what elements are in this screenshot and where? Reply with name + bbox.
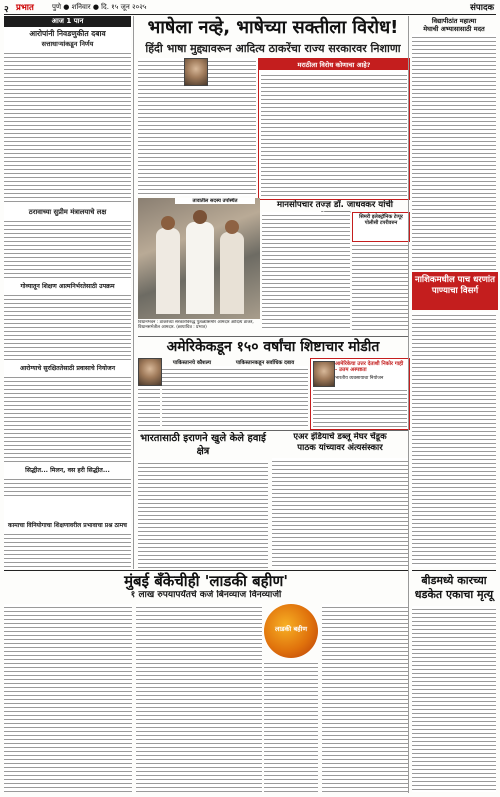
lead-photo-label: तावातील सदस्य उपस्थित	[175, 198, 255, 204]
right-top-kicker: विद्यापीठांत महात्मा	[431, 17, 477, 25]
right-body-text-2	[412, 312, 496, 567]
newspaper-brand: प्रभात	[16, 3, 34, 13]
lead-photo	[138, 198, 260, 319]
right-column-divider	[408, 16, 409, 793]
story6-body-text-2	[136, 604, 262, 792]
story6-badge-text: लाडकी बहीण	[274, 625, 308, 633]
lead-headline: भाषेला नव्हे, भाषेच्या सक्तीला विरोध!	[147, 17, 399, 38]
lead-photo-caption: विधानभवन : ठाकरेंच्या सरकारविरुद्ध पुतळ्यासमोर आमदार आदित्य ठाकरे, विधानसभेतील आमदार. (छायाचित्र : प्रभात)	[138, 320, 254, 331]
story4-body-text	[138, 460, 268, 568]
right-top-headline: मेघाची अभ्यासासाठी मदत	[423, 25, 485, 33]
right-divider	[412, 570, 496, 571]
story3-inset	[310, 358, 410, 430]
left-box-title: आज 1 पान	[4, 16, 131, 27]
story3-body-text-2	[138, 386, 160, 428]
story2-headline: मानसोपचार तज्ज्ञ डॉ. जाधवकर यांची	[276, 200, 394, 210]
story6-headline: मुंबई बँकेचीही 'लाडकी बहीण'	[124, 572, 288, 590]
left-column	[4, 16, 131, 521]
story3-body-text	[162, 366, 308, 428]
divider-story6	[4, 570, 408, 571]
story3-inset-photo	[313, 361, 335, 387]
story3-inset-sub: भारतीय व्यवसायाचा नियोजन	[335, 376, 384, 381]
left-column-lower	[4, 521, 131, 569]
story6-subheadline: १ लाख रुपयापर्यंतचे कर्ज बिनव्याज विनव्याजी	[130, 590, 282, 600]
story3-photo-1	[138, 358, 162, 386]
left-body-text-6	[4, 531, 131, 569]
story3-kicker: पाकिस्तानचे कौशल्य	[172, 360, 212, 366]
left-headline-bottom: ठरावाच्या सुप्रीम मंत्रालयाचे लक्ष	[28, 208, 107, 216]
left-subhead-3: गोव्यातून शिक्षण आत्मनिर्भरतेसाठी उपक्रम	[20, 283, 115, 290]
sidebar-box	[258, 58, 410, 200]
reporter-photo	[184, 58, 208, 86]
left-body-text-2	[4, 218, 131, 278]
story2-box	[352, 212, 410, 242]
left-subhead-2: सत्ताधाऱ्यांकडून निर्णय	[41, 40, 94, 48]
column-divider	[133, 16, 134, 569]
left-body-text-3	[4, 292, 131, 360]
story5-headline: एअर इंडियाचे डब्लू मेघर चेंडूक	[293, 432, 387, 442]
sidebar-box-text	[261, 72, 407, 196]
right-body-text-1	[412, 34, 496, 270]
divider-story4	[138, 430, 408, 431]
story6-body-text-1	[4, 604, 132, 792]
story3-headline: अमेरिकेकडून १५० वर्षांचा शिष्टाचार मोडीत	[166, 339, 380, 355]
section-name: संपादक	[470, 3, 494, 13]
beed-headline: बीडमध्ये कारच्या धडकेत एकाचा मृत्यू	[414, 574, 494, 601]
story3-inset-title: आमेरिकेचा उत्तर देताशी निकोर गाही - उत्तम अस्पष्टता	[335, 361, 404, 373]
story5-body-text	[272, 458, 408, 568]
story6-body-text-4	[322, 604, 408, 792]
left-subhead-4: आरोग्याचे सुरक्षिततेसाठी प्रवासाचे नियोजन	[19, 365, 116, 372]
divider-story3	[138, 336, 408, 337]
story4-headline: भारतासाठी इराणने खुले केले हवाई क्षेत्र	[140, 433, 266, 457]
story3-inset-text	[313, 387, 407, 427]
story2-body-text-2	[352, 242, 408, 330]
left-body-text-5	[4, 476, 131, 496]
date-line: पुणे ● शनिवार ● दि. १५ जून २०२५	[52, 3, 147, 11]
story2-body-text	[262, 212, 350, 330]
page-number: २	[4, 5, 9, 15]
left-body-text-1	[4, 50, 131, 204]
right-body-text-3	[412, 606, 496, 792]
masthead	[4, 2, 496, 15]
story3-kicker-2: पाकिस्तानकडून सर्वाधिक दबाव	[235, 360, 295, 366]
nashik-box	[412, 272, 498, 310]
left-subhead-5: सिद्धीत... मिलन, वस हरी सिद्धीत...	[25, 467, 110, 474]
story6-badge	[264, 604, 318, 658]
story6-body-text-3	[264, 660, 318, 792]
sidebar-box-title: मराठीला विरोध कोणाचा आहे?	[259, 59, 409, 70]
story2-box-title: सिमरी इलेक्ट्रॉनिक टेप्पूर पोलीसी टपरीवरुन	[359, 214, 403, 226]
story5-subheadline: पाठक यांच्यावर अंत्यसंस्कार	[297, 443, 383, 453]
left-subhead: आरोपांनी निवडणुकीत दबाव	[29, 29, 106, 38]
lead-subheadline: हिंदी भाषा मुद्द्यावरून आदित्य ठाकरेंचा राज्य सरकारवर निशाणा	[145, 42, 401, 55]
left-subhead-6: कामाचा विनियोगाचा शिक्षणावरील प्रभावाचा प्रश्न ठामच	[8, 522, 127, 529]
left-body-text-4	[4, 374, 131, 462]
nashik-headline: नाशिकमधील पाच धरणांत पाण्याचा विसर्ग	[415, 275, 495, 296]
